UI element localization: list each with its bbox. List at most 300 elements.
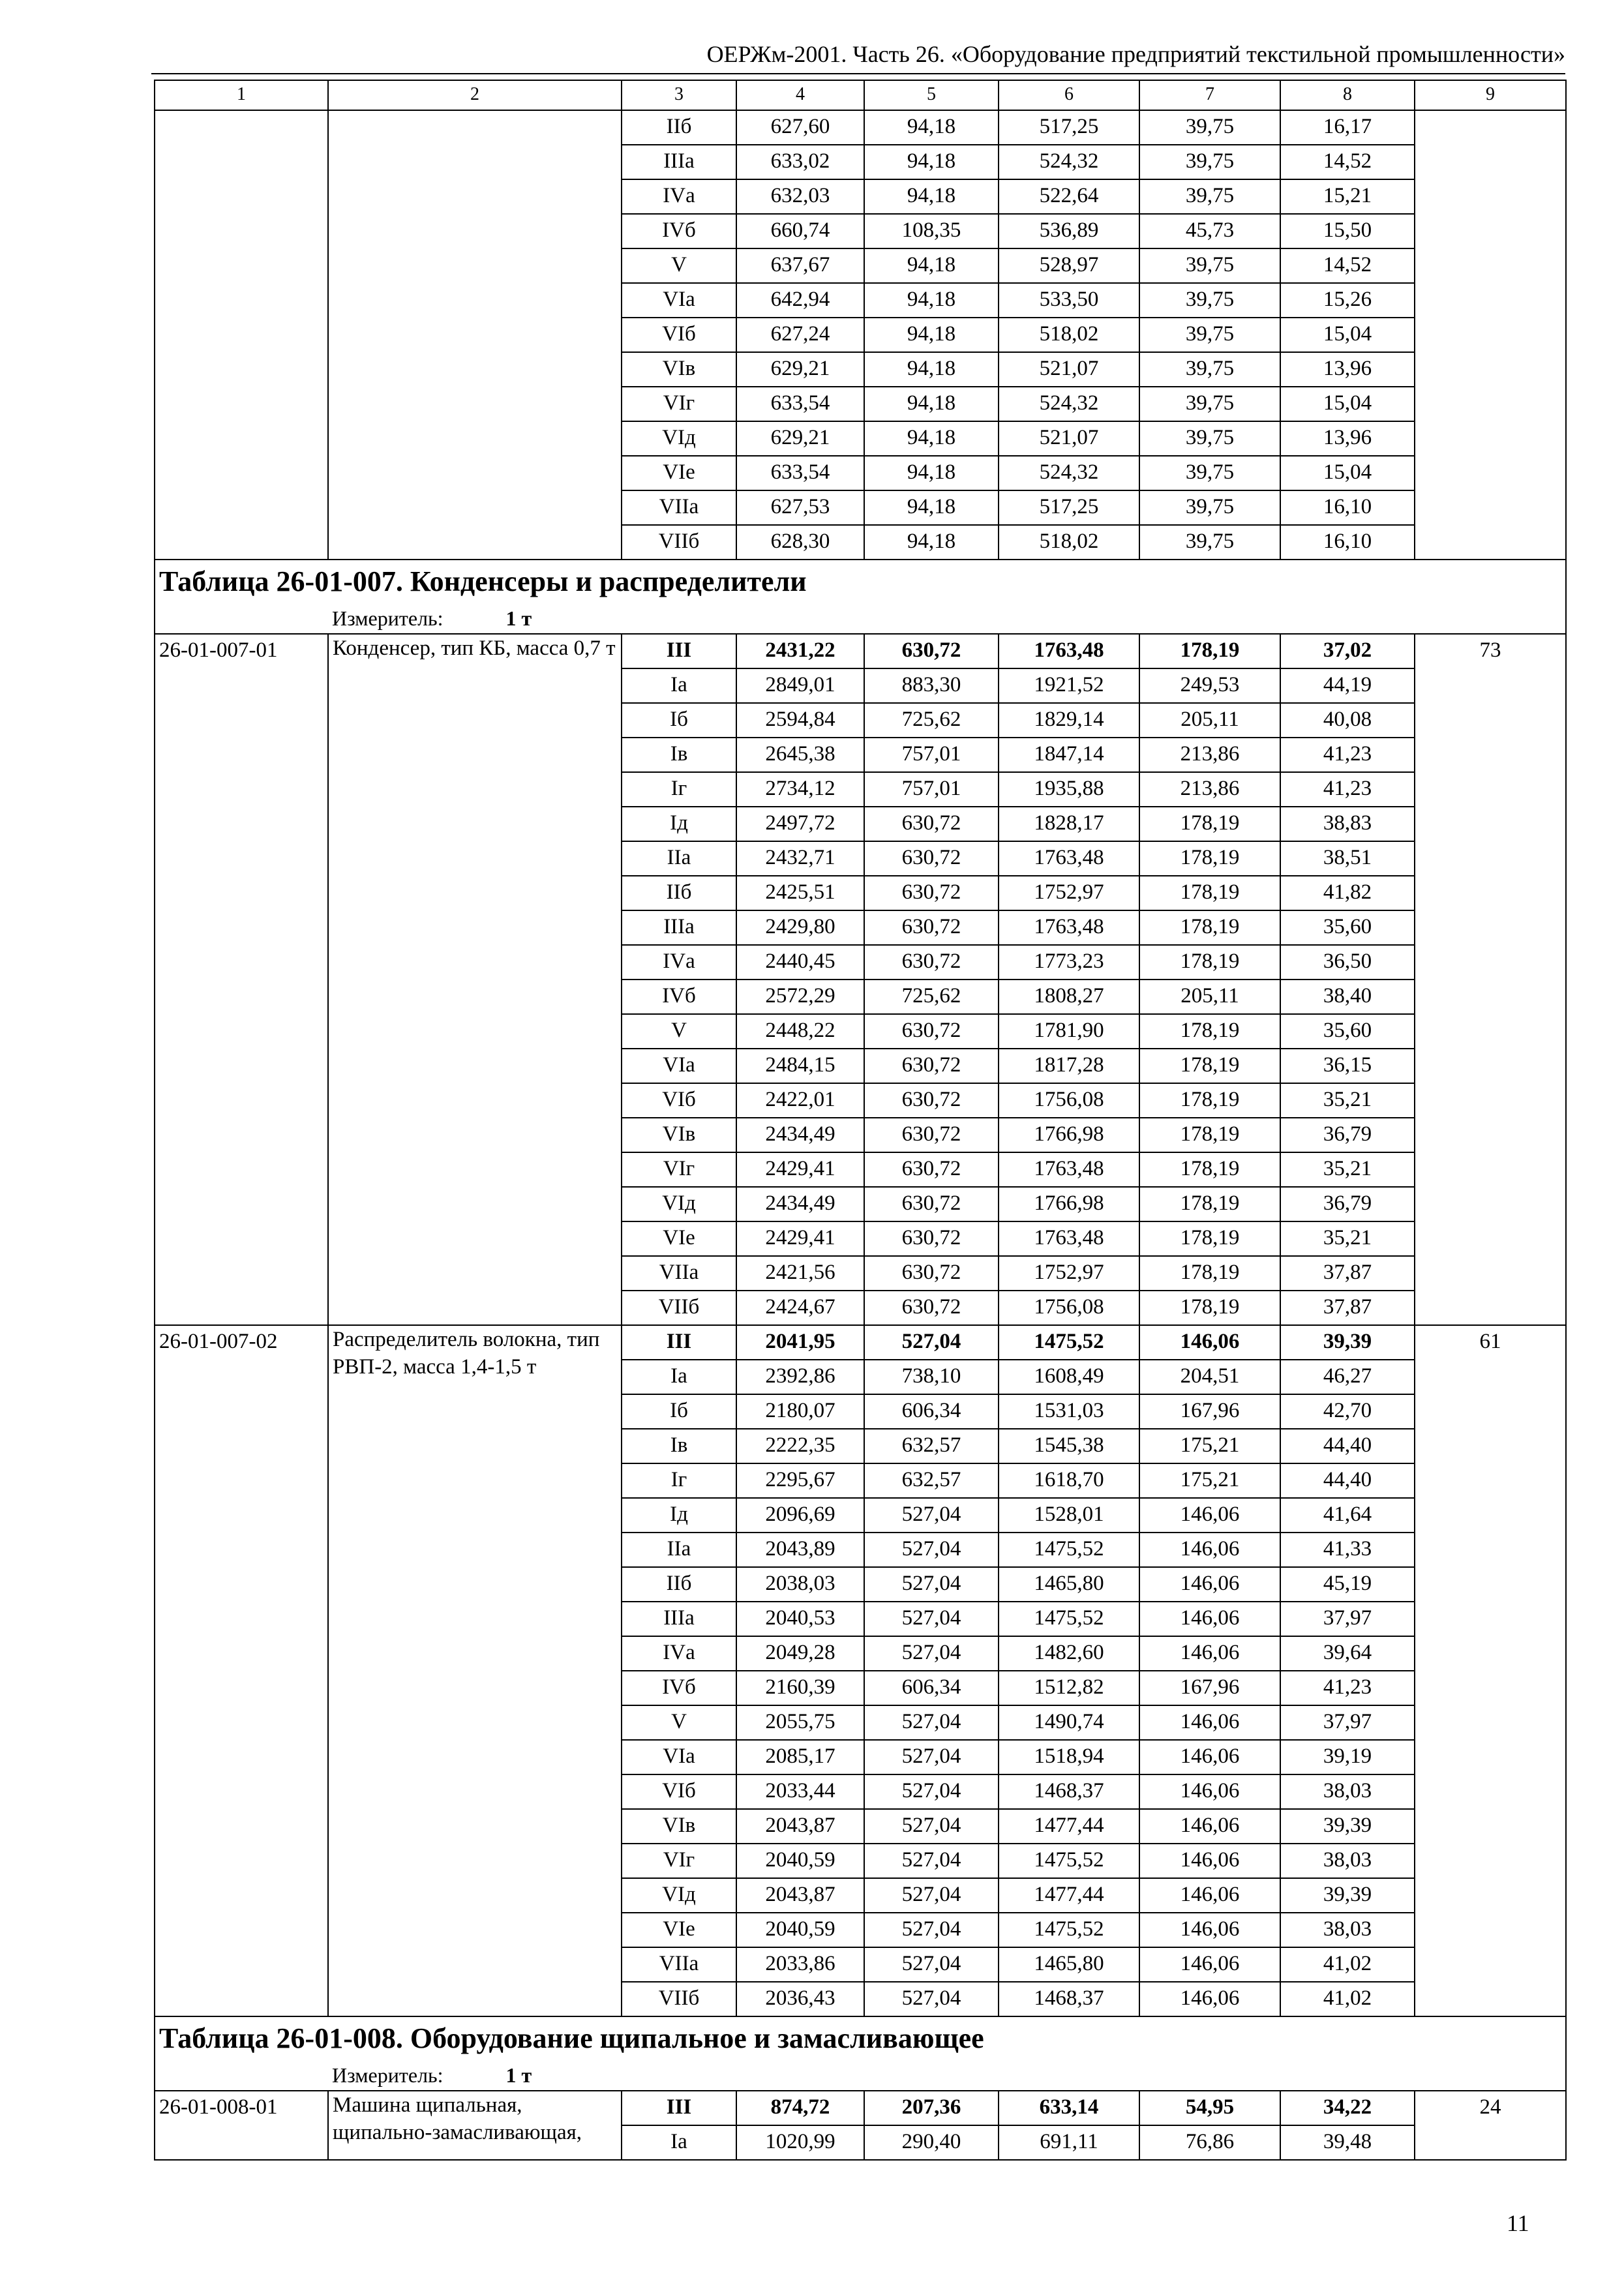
- measure-unit: 1 т: [505, 2063, 532, 2087]
- zone-cell: VIа: [622, 1049, 736, 1083]
- value-cell: 627,60: [736, 110, 864, 145]
- value-cell: 146,06: [1139, 1740, 1280, 1774]
- value-cell: 44,19: [1280, 668, 1415, 703]
- value-cell: 1545,38: [999, 1429, 1139, 1463]
- value-cell: 2429,41: [736, 1152, 864, 1187]
- value-cell: 37,97: [1280, 1602, 1415, 1636]
- value-cell: 606,34: [864, 1671, 999, 1705]
- value-cell: 1817,28: [999, 1049, 1139, 1083]
- value-cell: 1773,23: [999, 945, 1139, 980]
- value-cell: 527,04: [864, 1878, 999, 1913]
- value-cell: 632,57: [864, 1429, 999, 1463]
- value-cell: 178,19: [1139, 634, 1280, 668]
- table-row: [155, 634, 1566, 668]
- value-cell: 1475,52: [999, 1913, 1139, 1947]
- zone-cell: VIа: [622, 1740, 736, 1774]
- value-cell: 178,19: [1139, 1291, 1280, 1325]
- value-cell: 691,11: [999, 2125, 1139, 2160]
- value-cell: 35,21: [1280, 1152, 1415, 1187]
- value-cell: 630,72: [864, 1014, 999, 1049]
- value-cell: 146,06: [1139, 1774, 1280, 1809]
- value-cell: 630,72: [864, 1083, 999, 1118]
- measure-spacer: [155, 603, 328, 634]
- value-cell: 146,06: [1139, 1947, 1280, 1982]
- value-cell: 630,72: [864, 1221, 999, 1256]
- value-cell: 44,40: [1280, 1429, 1415, 1463]
- measure-cell: [328, 603, 1566, 634]
- value-cell: 524,32: [999, 387, 1139, 421]
- value-cell: 2434,49: [736, 1118, 864, 1152]
- column-number: 8: [1280, 80, 1415, 110]
- zone-cell: III: [622, 634, 736, 668]
- zone-cell: IIIа: [622, 1602, 736, 1636]
- value-cell: 178,19: [1139, 1083, 1280, 1118]
- value-cell: 2497,72: [736, 807, 864, 841]
- value-cell: 34,22: [1280, 2091, 1415, 2125]
- value-cell: 46,27: [1280, 1360, 1415, 1394]
- value-cell: 213,86: [1139, 738, 1280, 772]
- value-cell: 1608,49: [999, 1360, 1139, 1394]
- value-cell: 2432,71: [736, 841, 864, 876]
- value-cell: 1828,17: [999, 807, 1139, 841]
- table-row: [155, 110, 1566, 145]
- value-cell: 2180,07: [736, 1394, 864, 1429]
- value-cell: 1475,52: [999, 1325, 1139, 1360]
- value-cell: 2033,86: [736, 1947, 864, 1982]
- value-cell: 518,02: [999, 318, 1139, 352]
- value-cell: 633,54: [736, 456, 864, 490]
- zone-cell: Iб: [622, 703, 736, 738]
- value-cell: 146,06: [1139, 1636, 1280, 1671]
- value-cell: 178,19: [1139, 945, 1280, 980]
- value-cell: 15,26: [1280, 283, 1415, 318]
- zone-cell: VIе: [622, 456, 736, 490]
- value-cell: 2295,67: [736, 1463, 864, 1498]
- value-cell: 630,72: [864, 1118, 999, 1152]
- zone-cell: VIIб: [622, 1291, 736, 1325]
- value-cell: 178,19: [1139, 1014, 1280, 1049]
- value-cell: 1618,70: [999, 1463, 1139, 1498]
- value-cell: 524,32: [999, 145, 1139, 179]
- value-cell: 94,18: [864, 490, 999, 525]
- value-cell: 45,73: [1139, 214, 1280, 248]
- zone-cell: Iв: [622, 1429, 736, 1463]
- table-row: [155, 2091, 1566, 2125]
- value-cell: 204,51: [1139, 1360, 1280, 1394]
- item-code: 26-01-007-02: [155, 1325, 328, 2016]
- value-cell: 1756,08: [999, 1291, 1139, 1325]
- value-cell: 94,18: [864, 421, 999, 456]
- value-cell: 1468,37: [999, 1982, 1139, 2016]
- value-cell: 1477,44: [999, 1809, 1139, 1844]
- zone-cell: VIд: [622, 1878, 736, 1913]
- value-cell: 16,10: [1280, 490, 1415, 525]
- value-cell: 2040,59: [736, 1844, 864, 1878]
- value-cell: 527,04: [864, 1844, 999, 1878]
- value-cell: 178,19: [1139, 1152, 1280, 1187]
- value-cell: 39,39: [1280, 1878, 1415, 1913]
- zone-cell: V: [622, 248, 736, 283]
- zone-cell: IVб: [622, 980, 736, 1014]
- description-cell: [328, 110, 622, 560]
- value-cell: 2085,17: [736, 1740, 864, 1774]
- value-cell: 757,01: [864, 738, 999, 772]
- value-cell: 13,96: [1280, 352, 1415, 387]
- value-cell: 874,72: [736, 2091, 864, 2125]
- value-cell: 627,53: [736, 490, 864, 525]
- value-cell: 517,25: [999, 110, 1139, 145]
- value-cell: 146,06: [1139, 1844, 1280, 1878]
- zone-cell: VIб: [622, 318, 736, 352]
- value-cell: 35,21: [1280, 1221, 1415, 1256]
- value-cell: 630,72: [864, 1152, 999, 1187]
- zone-cell: IIа: [622, 1533, 736, 1567]
- value-cell: 1475,52: [999, 1602, 1139, 1636]
- column-number: 6: [999, 80, 1139, 110]
- value-cell: 38,40: [1280, 980, 1415, 1014]
- value-cell: 1935,88: [999, 772, 1139, 807]
- value-cell: 205,11: [1139, 980, 1280, 1014]
- value-cell: 35,60: [1280, 910, 1415, 945]
- value-cell: 2033,44: [736, 1774, 864, 1809]
- value-cell: 39,75: [1139, 283, 1280, 318]
- zone-cell: Iб: [622, 1394, 736, 1429]
- value-cell: 37,87: [1280, 1256, 1415, 1291]
- value-cell: 36,79: [1280, 1187, 1415, 1221]
- value-cell: 41,33: [1280, 1533, 1415, 1567]
- column-number: 3: [622, 80, 736, 110]
- value-cell: 15,04: [1280, 387, 1415, 421]
- value-cell: 1528,01: [999, 1498, 1139, 1533]
- value-cell: 1752,97: [999, 1256, 1139, 1291]
- value-cell: 39,39: [1280, 1809, 1415, 1844]
- column-number: 4: [736, 80, 864, 110]
- value-cell: 146,06: [1139, 1913, 1280, 1947]
- zone-cell: V: [622, 1014, 736, 1049]
- zone-cell: VIе: [622, 1913, 736, 1947]
- value-cell: 2043,87: [736, 1878, 864, 1913]
- value-cell: 1477,44: [999, 1878, 1139, 1913]
- zone-cell: IIа: [622, 841, 736, 876]
- value-cell: 38,03: [1280, 1774, 1415, 1809]
- value-cell: 527,04: [864, 1809, 999, 1844]
- measure-label: Измеритель:: [332, 2063, 444, 2087]
- value-cell: 213,86: [1139, 772, 1280, 807]
- value-cell: 630,72: [864, 1291, 999, 1325]
- value-cell: 2096,69: [736, 1498, 864, 1533]
- value-cell: 1921,52: [999, 668, 1139, 703]
- value-cell: 528,97: [999, 248, 1139, 283]
- value-cell: 1512,82: [999, 1671, 1139, 1705]
- value-cell: 1475,52: [999, 1533, 1139, 1567]
- value-cell: 41,23: [1280, 772, 1415, 807]
- zone-cell: VIIб: [622, 525, 736, 560]
- zone-cell: VIб: [622, 1083, 736, 1118]
- value-cell: 14,52: [1280, 145, 1415, 179]
- measure-row: [155, 603, 1566, 634]
- item-code: 26-01-008-01: [155, 2091, 328, 2160]
- value-cell: 1763,48: [999, 634, 1139, 668]
- value-cell: 37,02: [1280, 634, 1415, 668]
- value-cell: 757,01: [864, 772, 999, 807]
- value-cell: 178,19: [1139, 1049, 1280, 1083]
- value-cell: 39,75: [1139, 456, 1280, 490]
- value-cell: 527,04: [864, 1947, 999, 1982]
- item-col9: 73: [1415, 634, 1566, 1325]
- zone-cell: Iг: [622, 772, 736, 807]
- measure-label: Измеритель:: [332, 606, 444, 630]
- value-cell: 146,06: [1139, 1705, 1280, 1740]
- value-cell: 630,72: [864, 1187, 999, 1221]
- zone-cell: VIа: [622, 283, 736, 318]
- value-cell: 1763,48: [999, 1221, 1139, 1256]
- value-cell: 178,19: [1139, 1221, 1280, 1256]
- zone-cell: VIIа: [622, 490, 736, 525]
- value-cell: 54,95: [1139, 2091, 1280, 2125]
- value-cell: 527,04: [864, 1636, 999, 1671]
- value-cell: 175,21: [1139, 1463, 1280, 1498]
- value-cell: 521,07: [999, 352, 1139, 387]
- value-cell: 2484,15: [736, 1049, 864, 1083]
- zone-cell: Iа: [622, 668, 736, 703]
- zone-cell: VIIа: [622, 1256, 736, 1291]
- value-cell: 629,21: [736, 352, 864, 387]
- value-cell: 527,04: [864, 1913, 999, 1947]
- value-cell: 2434,49: [736, 1187, 864, 1221]
- value-cell: 39,75: [1139, 525, 1280, 560]
- value-cell: 527,04: [864, 1774, 999, 1809]
- value-cell: 2160,39: [736, 1671, 864, 1705]
- value-cell: 178,19: [1139, 1118, 1280, 1152]
- value-cell: 41,82: [1280, 876, 1415, 910]
- value-cell: 2041,95: [736, 1325, 864, 1360]
- value-cell: 38,51: [1280, 841, 1415, 876]
- col9-cell: [1415, 110, 1566, 560]
- value-cell: 1781,90: [999, 1014, 1139, 1049]
- value-cell: 41,23: [1280, 738, 1415, 772]
- value-cell: 146,06: [1139, 1809, 1280, 1844]
- value-cell: 1752,97: [999, 876, 1139, 910]
- zone-cell: IVа: [622, 1636, 736, 1671]
- value-cell: 632,57: [864, 1463, 999, 1498]
- value-cell: 39,75: [1139, 110, 1280, 145]
- item-description: Машина щипальная, щипально-замасливающая,: [328, 2091, 622, 2160]
- zone-cell: III: [622, 1325, 736, 1360]
- zone-cell: Iа: [622, 1360, 736, 1394]
- running-header: ОЕРЖм-2001. Часть 26. «Оборудование предприятий текстильной промышленности»: [706, 41, 1565, 67]
- zone-cell: VIг: [622, 1844, 736, 1878]
- value-cell: 2448,22: [736, 1014, 864, 1049]
- value-cell: 524,32: [999, 456, 1139, 490]
- column-number: 2: [328, 80, 622, 110]
- zone-cell: Iв: [622, 738, 736, 772]
- value-cell: 1468,37: [999, 1774, 1139, 1809]
- column-number: 7: [1139, 80, 1280, 110]
- value-cell: 2425,51: [736, 876, 864, 910]
- value-cell: 178,19: [1139, 1256, 1280, 1291]
- value-cell: 527,04: [864, 1602, 999, 1636]
- zone-cell: VIв: [622, 1118, 736, 1152]
- zone-cell: IVб: [622, 214, 736, 248]
- zone-cell: VIв: [622, 1809, 736, 1844]
- value-cell: 2043,89: [736, 1533, 864, 1567]
- value-cell: 39,48: [1280, 2125, 1415, 2160]
- value-cell: 883,30: [864, 668, 999, 703]
- value-cell: 38,03: [1280, 1913, 1415, 1947]
- value-cell: 2036,43: [736, 1982, 864, 2016]
- value-cell: 1465,80: [999, 1947, 1139, 1982]
- value-cell: 527,04: [864, 1705, 999, 1740]
- zone-cell: VIв: [622, 352, 736, 387]
- page-number: 11: [1507, 2210, 1529, 2236]
- value-cell: 527,04: [864, 1533, 999, 1567]
- value-cell: 633,14: [999, 2091, 1139, 2125]
- value-cell: 37,97: [1280, 1705, 1415, 1740]
- value-cell: 38,03: [1280, 1844, 1415, 1878]
- value-cell: 39,75: [1139, 421, 1280, 456]
- value-cell: 738,10: [864, 1360, 999, 1394]
- value-cell: 630,72: [864, 841, 999, 876]
- value-cell: 630,72: [864, 910, 999, 945]
- value-cell: 1518,94: [999, 1740, 1139, 1774]
- zone-cell: IIIа: [622, 910, 736, 945]
- measure-cell: [328, 2060, 1566, 2091]
- value-cell: 38,83: [1280, 807, 1415, 841]
- value-cell: 2222,35: [736, 1429, 864, 1463]
- value-cell: 633,54: [736, 387, 864, 421]
- value-cell: 94,18: [864, 352, 999, 387]
- value-cell: 2421,56: [736, 1256, 864, 1291]
- value-cell: 94,18: [864, 179, 999, 214]
- value-cell: 39,75: [1139, 352, 1280, 387]
- value-cell: 2392,86: [736, 1360, 864, 1394]
- value-cell: 2734,12: [736, 772, 864, 807]
- zone-cell: Iд: [622, 1498, 736, 1533]
- value-cell: 146,06: [1139, 1498, 1280, 1533]
- value-cell: 41,02: [1280, 1947, 1415, 1982]
- zone-cell: III: [622, 2091, 736, 2125]
- value-cell: 41,02: [1280, 1982, 1415, 2016]
- value-cell: 15,04: [1280, 456, 1415, 490]
- value-cell: 39,19: [1280, 1740, 1415, 1774]
- value-cell: 16,10: [1280, 525, 1415, 560]
- value-cell: 39,75: [1139, 248, 1280, 283]
- value-cell: 2645,38: [736, 738, 864, 772]
- value-cell: 1482,60: [999, 1636, 1139, 1671]
- value-cell: 146,06: [1139, 1567, 1280, 1602]
- value-cell: 2429,41: [736, 1221, 864, 1256]
- value-cell: 527,04: [864, 1740, 999, 1774]
- value-cell: 108,35: [864, 214, 999, 248]
- value-cell: 1766,98: [999, 1187, 1139, 1221]
- value-cell: 1756,08: [999, 1083, 1139, 1118]
- zone-cell: V: [622, 1705, 736, 1740]
- value-cell: 536,89: [999, 214, 1139, 248]
- zone-cell: IVа: [622, 945, 736, 980]
- value-cell: 94,18: [864, 456, 999, 490]
- value-cell: 1465,80: [999, 1567, 1139, 1602]
- value-cell: 527,04: [864, 1567, 999, 1602]
- value-cell: 167,96: [1139, 1394, 1280, 1429]
- value-cell: 39,64: [1280, 1636, 1415, 1671]
- value-cell: 39,75: [1139, 318, 1280, 352]
- value-cell: 94,18: [864, 283, 999, 318]
- value-cell: 290,40: [864, 2125, 999, 2160]
- value-cell: 2424,67: [736, 1291, 864, 1325]
- value-cell: 2594,84: [736, 703, 864, 738]
- value-cell: 146,06: [1139, 1878, 1280, 1913]
- value-cell: 2422,01: [736, 1083, 864, 1118]
- value-cell: 2055,75: [736, 1705, 864, 1740]
- measure-row: [155, 2060, 1566, 2091]
- value-cell: 13,96: [1280, 421, 1415, 456]
- value-cell: 178,19: [1139, 876, 1280, 910]
- value-cell: 527,04: [864, 1325, 999, 1360]
- value-cell: 94,18: [864, 525, 999, 560]
- table-row: [155, 1325, 1566, 1360]
- value-cell: 205,11: [1139, 703, 1280, 738]
- zone-cell: IVб: [622, 1671, 736, 1705]
- value-cell: 94,18: [864, 145, 999, 179]
- value-cell: 606,34: [864, 1394, 999, 1429]
- value-cell: 146,06: [1139, 1982, 1280, 2016]
- zone-cell: VIIб: [622, 1982, 736, 2016]
- value-cell: 630,72: [864, 1256, 999, 1291]
- value-cell: 1763,48: [999, 910, 1139, 945]
- value-cell: 633,02: [736, 145, 864, 179]
- column-number-row: [155, 80, 1566, 110]
- column-number: 9: [1415, 80, 1566, 110]
- measure-spacer: [155, 2060, 328, 2091]
- value-cell: 94,18: [864, 248, 999, 283]
- value-cell: 36,79: [1280, 1118, 1415, 1152]
- value-cell: 15,50: [1280, 214, 1415, 248]
- value-cell: 178,19: [1139, 1187, 1280, 1221]
- zone-cell: VIг: [622, 387, 736, 421]
- zone-cell: IIб: [622, 110, 736, 145]
- value-cell: 2040,59: [736, 1913, 864, 1947]
- price-table: [154, 80, 1567, 2161]
- value-cell: 725,62: [864, 703, 999, 738]
- column-number: 1: [155, 80, 328, 110]
- value-cell: 628,30: [736, 525, 864, 560]
- value-cell: 1020,99: [736, 2125, 864, 2160]
- value-cell: 533,50: [999, 283, 1139, 318]
- value-cell: 15,04: [1280, 318, 1415, 352]
- table-heading-row: [155, 560, 1566, 603]
- header-rule: [151, 73, 1565, 74]
- zone-cell: VIIа: [622, 1947, 736, 1982]
- value-cell: 2431,22: [736, 634, 864, 668]
- zone-cell: VIд: [622, 421, 736, 456]
- value-cell: 518,02: [999, 525, 1139, 560]
- value-cell: 630,72: [864, 634, 999, 668]
- value-cell: 76,86: [1139, 2125, 1280, 2160]
- value-cell: 44,40: [1280, 1463, 1415, 1498]
- table-heading-row: [155, 2016, 1566, 2060]
- value-cell: 45,19: [1280, 1567, 1415, 1602]
- item-code: 26-01-007-01: [155, 634, 328, 1325]
- value-cell: 37,87: [1280, 1291, 1415, 1325]
- value-cell: 39,75: [1139, 490, 1280, 525]
- zone-cell: IIб: [622, 876, 736, 910]
- zone-cell: Iг: [622, 1463, 736, 1498]
- value-cell: 630,72: [864, 807, 999, 841]
- value-cell: 1490,74: [999, 1705, 1139, 1740]
- value-cell: 167,96: [1139, 1671, 1280, 1705]
- zone-cell: IIб: [622, 1567, 736, 1602]
- value-cell: 660,74: [736, 214, 864, 248]
